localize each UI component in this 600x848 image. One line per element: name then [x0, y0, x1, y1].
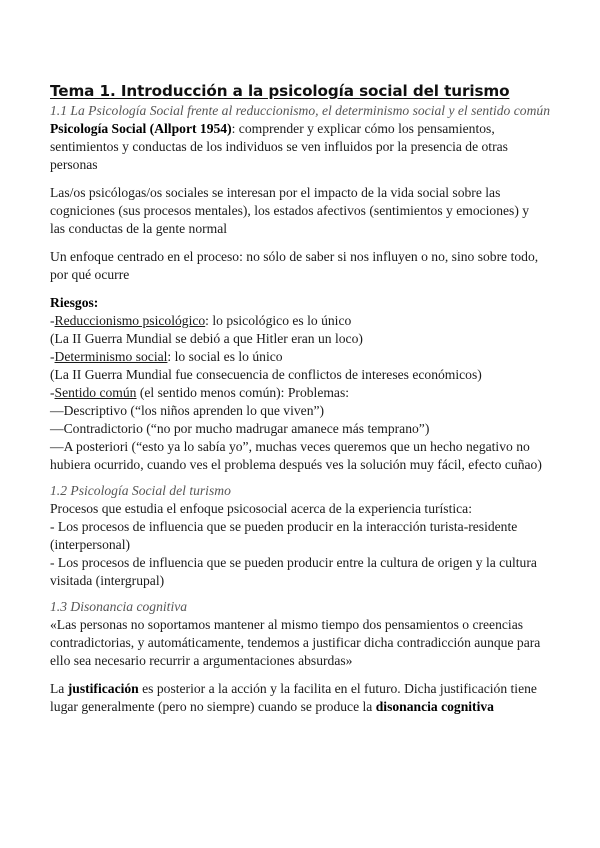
problem-2: —Contradictorio (“no por mucho madrugar amanece más temprano”): [50, 421, 430, 436]
risk-3: [50, 384, 570, 402]
final-paragraph-line-1: [50, 680, 570, 698]
risk-1-prefix: -: [50, 313, 55, 328]
risk-1-example: (La II Guerra Mundial se debió a que Hitler eran un loco): [50, 331, 363, 346]
risk-3-text: (el sentido menos común): Problemas:: [136, 385, 350, 400]
final-text-a: La: [50, 681, 68, 696]
section-2-item-1-line-1: - Los procesos de influencia que se pueden producir en la interacción turista-residente: [50, 519, 518, 534]
paragraph-2-line-3: las conductas de la gente normal: [50, 221, 228, 236]
final-text-d: lugar generalmente (pero no siempre) cuando se produce la: [50, 699, 376, 714]
dissonance-term: disonancia cognitiva: [375, 699, 494, 714]
paragraph-2-line-2: cogniciones (sus procesos mentales), los estados afectivos (sentimientos y emociones) y: [50, 203, 530, 218]
final-paragraph-line-2: [50, 698, 570, 716]
document-page: [50, 80, 570, 716]
risk-1: [50, 312, 570, 330]
quote-line-1: «Las personas no soportamos mantener al mismo tiempo dos pensamientos o creencias: [50, 617, 524, 632]
problem-3-line-1: —A posteriori (“esto ya lo sabía yo”, muchas veces queremos que un hecho negativo no: [50, 439, 530, 454]
risk-2-example: (La II Guerra Mundial fue consecuencia de conflictos de intereses económicos): [50, 367, 482, 382]
risk-3-term: Sentido común: [54, 385, 137, 400]
paragraph-3-line-1: Un enfoque centrado en el proceso: no sólo de saber si nos influyen o no, sino sobre todo,: [50, 249, 539, 264]
risk-3-prefix: -: [50, 385, 55, 400]
definition-term: Psicología Social (Allport 1954): [50, 121, 232, 136]
risk-2: [50, 348, 570, 366]
risks-heading: [50, 294, 570, 312]
quote-line-3: ello sea necesario recurrir a argumentaciones absurdas»: [50, 653, 353, 668]
page-title: Tema 1. Introducción a la psicología social del turismo: [50, 82, 510, 100]
definition-text-1: : comprender y explicar cómo los pensamientos,: [231, 121, 495, 136]
risk-2-text: : lo social es lo único: [167, 349, 283, 364]
risk-1-term: Reduccionismo psicológico: [54, 313, 206, 328]
definition-line-3: personas: [50, 157, 98, 172]
final-text-c: es posterior a la acción y la facilita en el futuro. Dicha justificación tiene: [138, 681, 537, 696]
section-3-heading: 1.3 Disonancia cognitiva: [50, 599, 188, 614]
section-2-heading: 1.2 Psicología Social del turismo: [50, 483, 231, 498]
risks-heading-text: Riesgos:: [50, 295, 99, 310]
quote-line-2: contradictorias, y automáticamente, tendemos a justificar dicha contradicción aunque para: [50, 635, 541, 650]
section-2-item-1-line-2: (interpersonal): [50, 537, 131, 552]
definition-line-1: [50, 120, 570, 138]
paragraph-3-line-2: por qué ocurre: [50, 267, 130, 282]
section-2-item-2-line-2: visitada (intergrupal): [50, 573, 165, 588]
risk-1-text: : lo psicológico es lo único: [205, 313, 352, 328]
risk-2-term: Determinismo social: [54, 349, 168, 364]
problem-3-line-2: hubiera ocurrido, cuando ves el problema después ves la solución muy fácil, efecto cuñao): [50, 457, 542, 472]
section-1-heading: 1.1 La Psicología Social frente al reduccionismo, el determinismo social y el sentido común: [50, 103, 550, 118]
section-2-item-2-line-1: - Los procesos de influencia que se pueden producir entre la cultura de origen y la cultura: [50, 555, 537, 570]
justification-term: justificación: [67, 681, 139, 696]
paragraph-2-line-1: Las/os psicólogas/os sociales se interesan por el impacto de la vida social sobre las: [50, 185, 501, 200]
definition-line-2: sentimientos y conductas de los individuos se ven influidos por la presencia de otras: [50, 139, 508, 154]
risk-2-prefix: -: [50, 349, 55, 364]
problem-1: —Descriptivo (“los niños aprenden lo que viven”): [50, 403, 325, 418]
section-2-intro: Procesos que estudia el enfoque psicosocial acerca de la experiencia turística:: [50, 501, 472, 516]
